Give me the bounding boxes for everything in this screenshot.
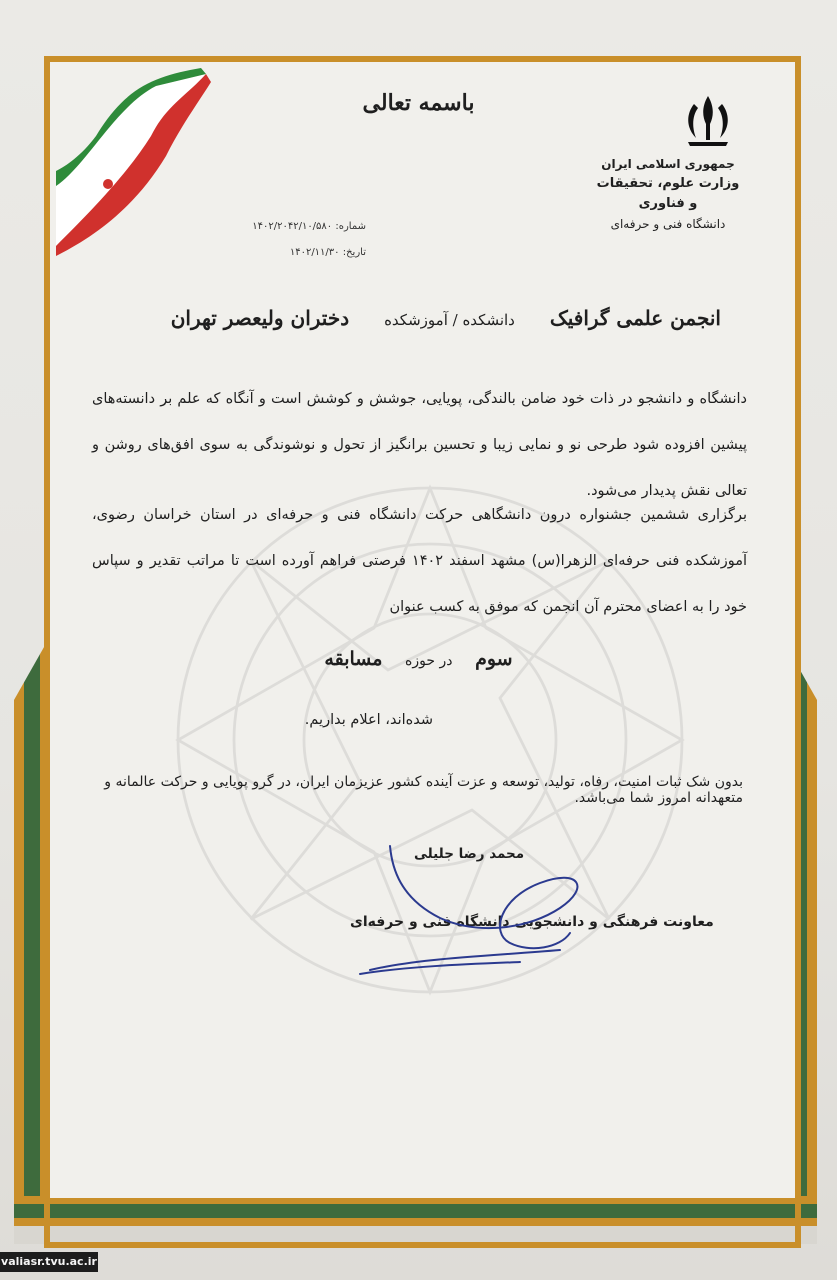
body-paragraph-2: برگزاری ششمین جشنواره درون دانشگاهی حرکت دانشگاه فنی و حرفه‌ای در استان خراسان رضوی، آموزشکده فنی حرفه‌ای الزهرا(س) مشهد اسفند ۱۴۰۲ فرصتی فراهم آورده است تا مراتب تقدیر و سپاس خود را به اعضای محترم آن انجمن که موفق به کسب عنوان [92,507,747,615]
recipient-name: انجمن علمی گرافیک [549,306,721,330]
announce-text: شده‌اند، اعلام بداریم. [304,712,433,728]
handwritten-signature [330,838,620,988]
award-rank: سوم [475,648,513,670]
letter-date: تاریخ: ۱۴۰۲/۱۱/۳۰ [289,247,366,258]
issuer-country: جمهوری اسلامی ایران [601,157,735,171]
decorative-side-band-left [14,640,48,1240]
recipient-institution: دختران ولیعصر تهران [170,306,350,330]
issuer-ministry: وزارت علوم، تحقیقات و فناوری [596,176,740,211]
issuer-university: دانشگاه فنی و حرفه‌ای [610,217,726,231]
recipient-connector: دانشکده / آموزشکده [384,311,515,329]
signer-title: معاونت فرهنگی و دانشجویی دانشگاه فنی و حرفه‌ای [350,914,714,930]
closing-text: بدون شک ثبات امنیت، رفاه، تولید، توسعه و عزت آینده کشور عزیزمان ایران، در گرو پویایی و حرکت عالمانه و متعهدانه امروز شما می‌باشد. [104,774,743,806]
iran-emblem-icon [680,92,736,150]
award-rank-line [0,648,837,670]
issuer-block [593,154,743,234]
award-field-prefix: در حوزه [405,653,453,669]
letter-number: شماره: ۱۴۰۲/۲۰۴۲/۱۰/۵۸۰ [252,221,366,232]
body-paragraph-1: دانشگاه و دانشجو در ذات خود ضامن بالندگی، پویایی، جوشش و کوشش است و آنگاه که علم بر دانسته‌های پیشین افزوده شود طرحی نو و نمایی زیبا و تحسین برانگیز از تحول و نوشوندگی به سوی افق‌های روشن و تعالی نقش پدیدار می‌شود. [92,391,747,499]
bismillah-heading: باسمه تعالی [362,90,475,116]
letter-meta [236,214,366,266]
source-watermark-tag[interactable]: valiasr.tvu.ac.ir [0,1252,98,1272]
recipient-line [157,306,735,330]
signer-name: محمد رضا جلیلی [414,846,525,862]
award-field: مسابقه [324,648,383,670]
